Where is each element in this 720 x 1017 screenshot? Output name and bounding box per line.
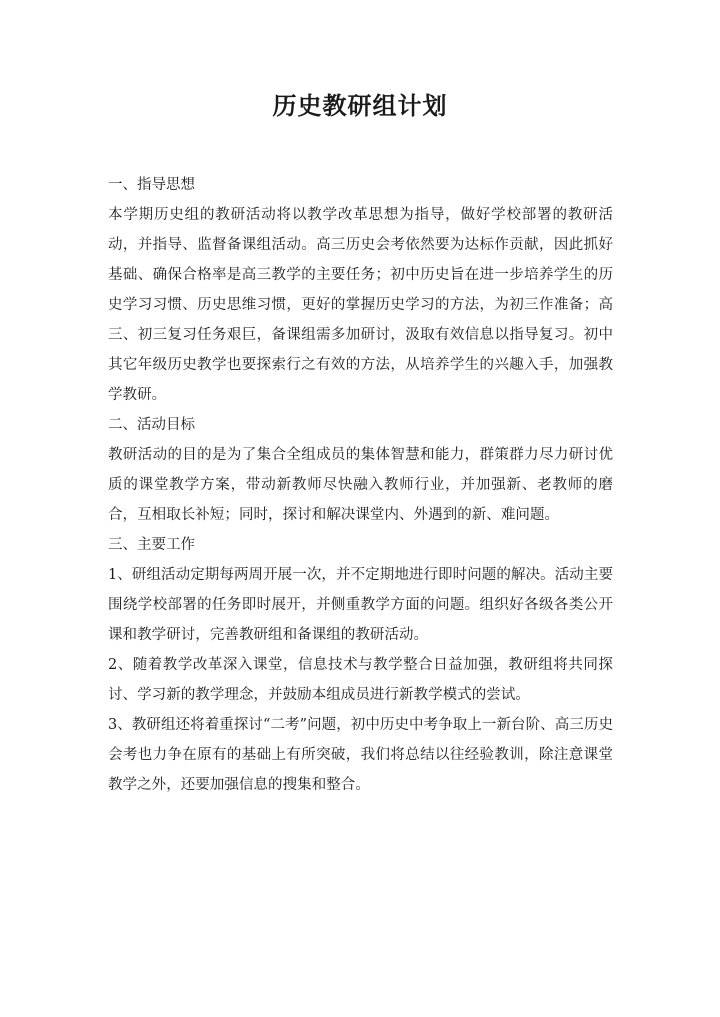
paragraph-main-work-3: 3、教研组还将着重探讨“二考”问题，初中历史中考争取上一新台阶、高三历史会考也力争在原有的基础上有所突破，我们将总结以往经验教训，除注意课堂教学之外，还要加强信息的搜集和整合。 bbox=[108, 717, 613, 793]
paragraph-main-work-1: 1、研组活动定期每两周开展一次，并不定期地进行即时问题的解决。活动主要围绕学校部署的任务即时展开，并侧重教学方面的问题。组织好各级各类公开课和教学研讨，完善教研组和备课组的教研活动。 bbox=[108, 567, 613, 643]
paragraph-main-work-2: 2、随着教学改革深入课堂，信息技术与教学整合日益加强，教研组将共同探讨、学习新的教学理念，并鼓励本组成员进行新教学模式的尝试。 bbox=[108, 657, 613, 703]
paragraph-activity-goals: 教研活动的目的是为了集合全组成员的集体智慧和能力，群策群力尽力研讨优质的课堂教学方案，带动新教师尽快融入教师行业，并加强新、老教师的磨合，互相取长补短；同时，探讨和解决课堂内、外遇到的新、难问题。 bbox=[108, 447, 613, 523]
section-heading-activity-goals: 二、活动目标 bbox=[108, 417, 195, 433]
section-heading-guiding-thought: 一、指导思想 bbox=[108, 177, 195, 193]
document-body bbox=[108, 170, 613, 800]
document-title: 历史教研组计划 bbox=[272, 91, 448, 120]
paragraph-guiding-thought: 本学期历史组的教研活动将以教学改革思想为指导，做好学校部署的教研活动，并指导、监督备课组活动。高三历史会考依然要为达标作贡献，因此抓好基础、确保合格率是高三教学的主要任务；初中历史旨在进一步培养学生的历史学习习惯、历史思维习惯，更好的掌握历史学习的方法，为初三作准备；高三、初三复习任务艰巨，备课组需多加研讨，汲取有效信息以指导复习。初中其它年级历史教学也要探索行之有效的方法，从培养学生的兴趣入手，加强教学教研。 bbox=[108, 207, 613, 403]
section-heading-main-work: 三、主要工作 bbox=[108, 537, 195, 553]
